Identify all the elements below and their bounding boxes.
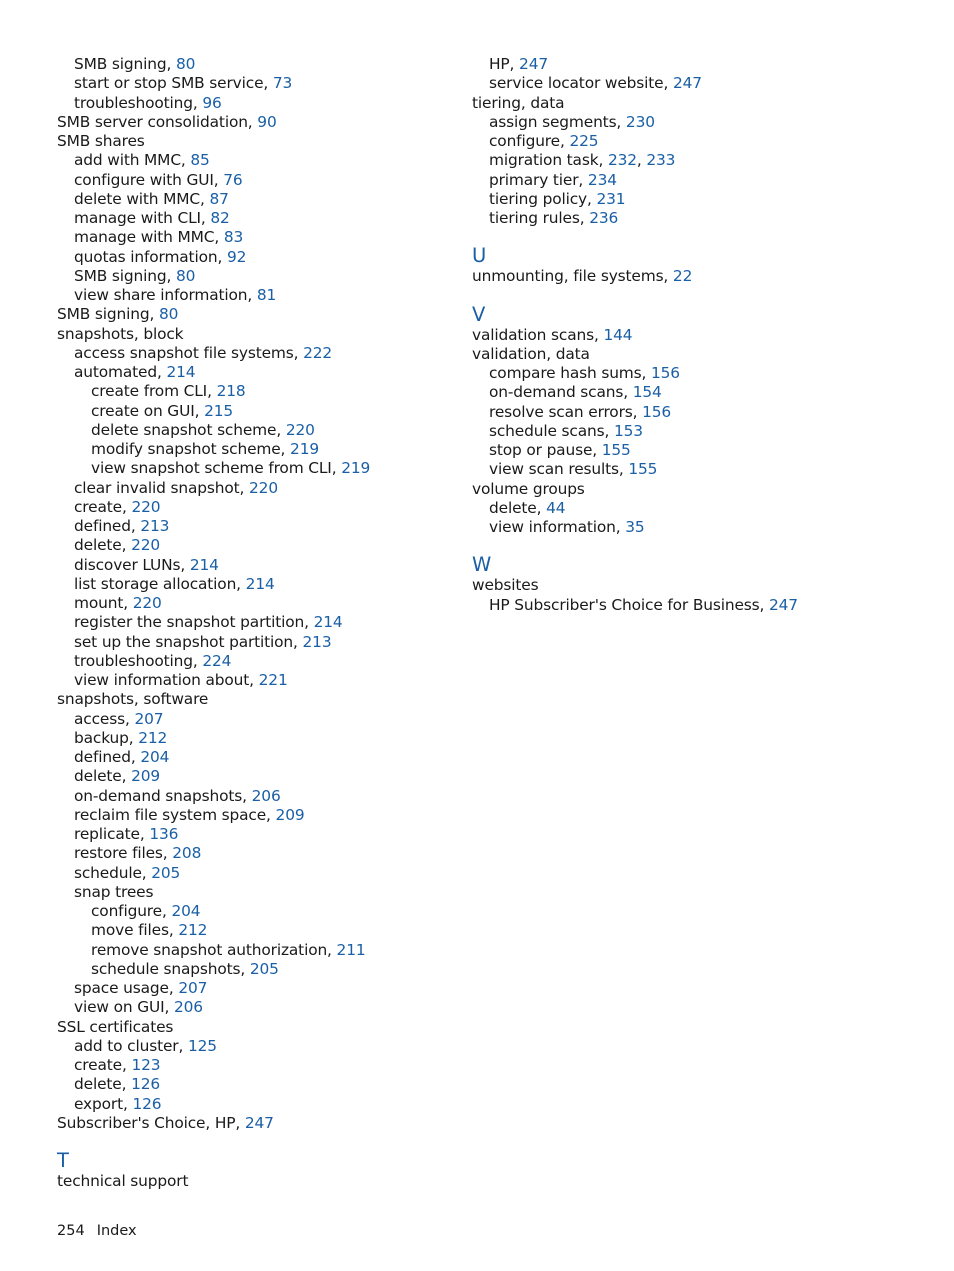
index-entry xyxy=(57,151,457,170)
page-link[interactable]: 83 xyxy=(223,228,244,247)
index-entry-label: modify snapshot scheme, xyxy=(91,440,291,458)
page-separator: , xyxy=(636,151,647,170)
index-entry-label: defined, xyxy=(74,748,141,766)
index-entry-label: clear invalid snapshot, xyxy=(74,478,250,497)
index-entry xyxy=(472,460,872,479)
page-link[interactable]: 207 xyxy=(178,979,208,997)
index-entry-label: SMB shares xyxy=(57,132,145,150)
page-link[interactable]: 209 xyxy=(131,767,161,786)
index-entry-label: access snapshot file systems, xyxy=(74,343,304,362)
index-entry-label: unmounting, file systems, xyxy=(472,267,673,286)
index-entry-label: create, xyxy=(74,497,132,516)
index-entry xyxy=(57,517,457,536)
index-entry-label: on-demand scans, xyxy=(489,383,633,402)
index-entry xyxy=(57,440,457,459)
index-entry xyxy=(472,209,872,228)
index-entry xyxy=(472,518,872,537)
index-entry xyxy=(57,806,457,825)
index-entry xyxy=(57,921,457,940)
page-link[interactable]: 212 xyxy=(138,728,168,747)
index-entry xyxy=(472,55,872,74)
index-entry-label: manage with CLI, xyxy=(74,209,211,227)
index-entry xyxy=(472,94,872,113)
page-link[interactable]: 155 xyxy=(628,460,658,479)
index-entry xyxy=(57,536,457,555)
page-link[interactable]: 87 xyxy=(209,189,229,208)
page-link[interactable]: 82 xyxy=(210,209,230,227)
index-entry-label: start or stop SMB service, xyxy=(74,74,273,93)
index-letter-heading: U xyxy=(472,244,487,268)
index-entry xyxy=(472,345,872,364)
page-link[interactable]: 218 xyxy=(216,382,246,401)
index-entry-label: validation scans, xyxy=(472,325,604,344)
page-link[interactable]: 126 xyxy=(132,1094,162,1113)
page-link[interactable]: 96 xyxy=(202,93,222,112)
index-entry-label: mount, xyxy=(74,594,133,612)
index-entry-label: HP, xyxy=(489,55,520,73)
index-entry-label: configure with GUI, xyxy=(74,170,224,189)
page-link[interactable]: 44 xyxy=(546,498,566,517)
index-entry xyxy=(57,1056,457,1075)
page-link[interactable]: 22 xyxy=(672,267,693,286)
index-entry xyxy=(57,1075,457,1094)
index-entry-label: validation, data xyxy=(472,344,590,363)
page-link[interactable]: 247 xyxy=(244,1113,274,1132)
index-entry-label: migration task, xyxy=(489,151,608,170)
footer-section-label: Index xyxy=(96,1223,137,1239)
page-link[interactable]: 209 xyxy=(275,805,305,824)
index-entry-label: view scan results, xyxy=(489,460,629,479)
index-letter-heading: T xyxy=(57,1149,69,1172)
index-entry xyxy=(472,383,872,402)
page-link[interactable]: 224 xyxy=(202,651,232,670)
index-entry xyxy=(57,1095,457,1114)
page-link[interactable]: 123 xyxy=(131,1056,161,1074)
index-entry-label: SMB signing, xyxy=(74,266,176,285)
index-entry xyxy=(472,596,872,615)
page-link[interactable]: 206 xyxy=(173,998,203,1017)
page-link[interactable]: 153 xyxy=(613,421,643,440)
page-link[interactable]: 205 xyxy=(151,863,181,882)
index-entry-label: quotas information, xyxy=(74,247,227,266)
index-entry-label: tiering, data xyxy=(472,93,565,112)
index-entry xyxy=(472,576,872,595)
index-entry-label: Subscriber's Choice, HP, xyxy=(57,1113,245,1132)
page-link[interactable]: 234 xyxy=(587,170,617,189)
page-link[interactable]: 80 xyxy=(175,55,196,73)
page-link[interactable]: 156 xyxy=(651,364,680,382)
index-entry xyxy=(57,594,457,613)
index-entry-label: stop or pause, xyxy=(489,441,602,459)
index-entry xyxy=(57,729,457,748)
index-entry-label: export, xyxy=(74,1094,133,1113)
page-link[interactable]: 247 xyxy=(672,74,702,93)
index-column-right xyxy=(472,55,872,615)
index-entry xyxy=(57,613,457,632)
page-link[interactable]: 92 xyxy=(226,247,247,266)
index-entry-label: configure, xyxy=(91,902,172,920)
index-entry xyxy=(57,344,457,363)
page-link[interactable]: 214 xyxy=(245,574,275,593)
index-entry xyxy=(57,209,457,228)
index-entry xyxy=(57,421,457,440)
index-letter-heading: V xyxy=(472,302,486,326)
index-entry-label: add to cluster, xyxy=(74,1036,188,1055)
index-entry xyxy=(472,326,872,345)
page-link[interactable]: 236 xyxy=(589,209,619,227)
index-entry xyxy=(57,325,457,344)
index-entry-label: discover LUNs, xyxy=(74,555,190,574)
page-link[interactable]: 213 xyxy=(140,517,170,535)
page-link[interactable]: 220 xyxy=(131,497,161,516)
index-entry xyxy=(57,113,457,132)
index-entry-label: assign segments, xyxy=(489,112,626,131)
index-entry xyxy=(57,248,457,267)
index-entry-label: troubleshooting, xyxy=(74,651,203,670)
index-entry xyxy=(472,113,872,132)
index-entry-label: snapshots, software xyxy=(57,690,209,709)
page-link[interactable]: 219 xyxy=(341,459,371,478)
page-link[interactable]: 231 xyxy=(596,189,626,208)
index-entry-label: backup, xyxy=(74,728,139,747)
index-entry xyxy=(57,864,457,883)
page-link[interactable]: 207 xyxy=(134,709,164,728)
index-entry xyxy=(472,480,872,499)
page-link[interactable]: 220 xyxy=(132,594,162,612)
page-link[interactable]: 204 xyxy=(171,902,201,920)
page-link[interactable]: 220 xyxy=(249,478,278,497)
index-entry xyxy=(57,652,457,671)
page-link[interactable]: 247 xyxy=(519,55,548,73)
page-link[interactable]: 219 xyxy=(290,440,319,458)
index-entry-label: access, xyxy=(74,709,135,728)
index-entry-label: snap trees xyxy=(74,882,154,901)
index-entry-label: add with MMC, xyxy=(74,151,191,170)
index-entry-label: schedule snapshots, xyxy=(91,959,250,978)
page-link[interactable]: 204 xyxy=(140,748,170,766)
index-entry-label: manage with MMC, xyxy=(74,228,224,247)
index-entry-label: compare hash sums, xyxy=(489,364,651,382)
index-entry-label: space usage, xyxy=(74,979,179,997)
page-link[interactable]: 208 xyxy=(172,844,202,863)
page-link[interactable]: 211 xyxy=(336,940,366,959)
index-entry-label: create on GUI, xyxy=(91,401,205,420)
index-entry xyxy=(57,132,457,151)
index-entry-label: view snapshot scheme from CLI, xyxy=(91,459,342,478)
index-entry xyxy=(57,459,457,478)
index-entry xyxy=(57,479,457,498)
page-link[interactable]: 35 xyxy=(625,518,645,536)
index-entry-label: list storage allocation, xyxy=(74,574,246,593)
index-entry xyxy=(472,74,872,93)
index-entry xyxy=(57,267,457,286)
index-entry xyxy=(472,190,872,209)
page-link[interactable]: 247 xyxy=(769,595,798,614)
index-entry xyxy=(57,305,457,324)
index-entry xyxy=(472,403,872,422)
index-entry xyxy=(57,55,457,74)
index-entry-label: service locator website, xyxy=(489,74,673,93)
index-entry xyxy=(57,556,457,575)
index-entry xyxy=(57,979,457,998)
index-entry xyxy=(57,363,457,382)
index-entry-label: view information, xyxy=(489,518,626,536)
index-entry xyxy=(472,441,872,460)
index-entry xyxy=(57,382,457,401)
index-entry xyxy=(472,499,872,518)
page-link[interactable]: 220 xyxy=(131,536,161,555)
index-entry-label: SMB server consolidation, xyxy=(57,112,258,131)
page-link[interactable]: 73 xyxy=(272,74,293,93)
index-entry xyxy=(57,767,457,786)
page-link[interactable]: 144 xyxy=(603,325,633,344)
page-link[interactable]: 125 xyxy=(187,1036,217,1055)
index-entry xyxy=(57,1172,457,1191)
index-entry-label: primary tier, xyxy=(489,170,588,189)
index-entry-label: register the snapshot partition, xyxy=(74,613,314,632)
index-entry xyxy=(57,883,457,902)
index-entry xyxy=(57,402,457,421)
index-entry xyxy=(57,74,457,93)
index-entry-label: schedule, xyxy=(74,863,152,882)
index-entry xyxy=(57,825,457,844)
index-entry xyxy=(57,94,457,113)
page-link[interactable]: 154 xyxy=(632,383,662,402)
index-entry xyxy=(57,690,457,709)
index-entry-label: tiering rules, xyxy=(489,209,590,227)
page-link[interactable]: 221 xyxy=(258,671,288,689)
index-entry-label: automated, xyxy=(74,363,167,381)
page-link[interactable]: 76 xyxy=(223,170,243,189)
index-entry-label: delete with MMC, xyxy=(74,189,210,208)
index-entry-label: SMB signing, xyxy=(57,305,159,324)
index-entry-label: delete, xyxy=(74,767,132,786)
index-entry xyxy=(57,575,457,594)
index-entry-label: snapshots, block xyxy=(57,324,184,343)
page-link[interactable]: 156 xyxy=(642,402,672,421)
index-entry-label: on-demand snapshots, xyxy=(74,786,252,805)
index-entry xyxy=(57,1114,457,1133)
page-link[interactable]: 80 xyxy=(175,266,196,285)
page-link[interactable]: 213 xyxy=(302,632,332,651)
index-entry-label: replicate, xyxy=(74,825,150,843)
index-entry xyxy=(57,286,457,305)
index-entry xyxy=(57,633,457,652)
page-link[interactable]: 206 xyxy=(251,786,281,805)
index-entry xyxy=(57,498,457,517)
index-entry-label: delete snapshot scheme, xyxy=(91,420,286,439)
index-entry-label: troubleshooting, xyxy=(74,93,203,112)
index-entry xyxy=(57,998,457,1017)
page-number: 254 xyxy=(57,1223,85,1239)
page-link[interactable]: 126 xyxy=(131,1075,161,1094)
page-link[interactable]: 136 xyxy=(149,825,179,843)
index-entry-label: tiering policy, xyxy=(489,189,597,208)
page-link[interactable]: 214 xyxy=(166,363,196,381)
index-entry-label: schedule scans, xyxy=(489,421,614,440)
index-entry xyxy=(57,902,457,921)
index-entry xyxy=(57,671,457,690)
index-entry-label: volume groups xyxy=(472,479,585,498)
page-link[interactable]: 230 xyxy=(625,112,655,131)
index-entry xyxy=(57,228,457,247)
index-column-left xyxy=(57,55,457,1191)
index-entry xyxy=(57,960,457,979)
page-link[interactable]: 214 xyxy=(189,555,219,574)
index-entry-label: reclaim file system space, xyxy=(74,805,276,824)
page-link[interactable]: 85 xyxy=(190,151,210,170)
index-entry-label: move files, xyxy=(91,921,179,940)
index-entry xyxy=(472,151,872,170)
index-entry-label: view on GUI, xyxy=(74,998,174,1017)
index-entry-label: websites xyxy=(472,576,539,595)
index-entry-label: technical support xyxy=(57,1172,189,1190)
index-entry xyxy=(57,710,457,729)
index-entry xyxy=(57,1037,457,1056)
index-entry-label: create from CLI, xyxy=(91,382,217,401)
index-entry xyxy=(57,941,457,960)
index-entry xyxy=(472,132,872,151)
index-entry-label: view share information, xyxy=(74,286,257,304)
page-link[interactable]: 80 xyxy=(158,305,179,324)
page-link[interactable]: 220 xyxy=(285,420,315,439)
index-entry-label: HP Subscriber's Choice for Business, xyxy=(489,595,770,614)
index-entry xyxy=(57,844,457,863)
page-link[interactable]: 155 xyxy=(601,441,631,459)
index-entry xyxy=(57,1018,457,1037)
page-link[interactable]: 212 xyxy=(178,921,208,940)
index-entry xyxy=(472,267,872,286)
index-entry-label: SSL certificates xyxy=(57,1017,174,1036)
index-entry xyxy=(57,787,457,806)
index-entry-label: view information about, xyxy=(74,671,259,689)
index-entry-label: configure, xyxy=(489,132,570,150)
index-entry-label: delete, xyxy=(74,536,132,555)
index-entry xyxy=(57,171,457,190)
page-link[interactable]: 90 xyxy=(257,112,277,131)
index-entry xyxy=(472,364,872,383)
page-link[interactable]: 205 xyxy=(249,959,279,978)
index-entry xyxy=(472,422,872,441)
page-link[interactable]: 232 xyxy=(607,151,637,170)
index-entry-label: set up the snapshot partition, xyxy=(74,632,303,651)
index-entry-label: restore files, xyxy=(74,844,173,863)
index-entry-label: create, xyxy=(74,1056,132,1074)
index-entry-label: defined, xyxy=(74,517,141,535)
page-link[interactable]: 222 xyxy=(303,343,333,362)
page-link[interactable]: 225 xyxy=(569,132,599,150)
index-entry-label: remove snapshot authorization, xyxy=(91,940,337,959)
index-entry xyxy=(57,748,457,767)
index-entry-label: SMB signing, xyxy=(74,55,176,73)
index-entry xyxy=(472,171,872,190)
page-link[interactable]: 233 xyxy=(646,151,676,170)
index-entry-label: delete, xyxy=(489,498,547,517)
page-link[interactable]: 215 xyxy=(204,401,234,420)
page-link[interactable]: 81 xyxy=(256,286,277,304)
index-letter-heading: W xyxy=(472,553,492,577)
page-link[interactable]: 214 xyxy=(313,613,343,632)
index-entry-label: resolve scan errors, xyxy=(489,402,643,421)
page-footer xyxy=(57,1222,137,1241)
index-entry xyxy=(57,190,457,209)
index-entry-label: delete, xyxy=(74,1075,132,1094)
